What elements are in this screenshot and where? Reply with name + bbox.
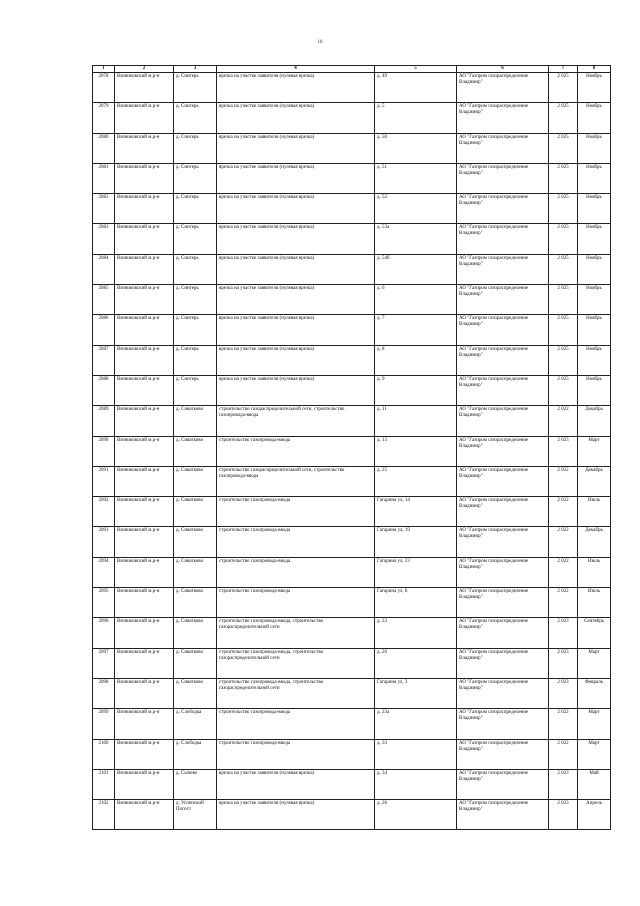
month-cell: Март xyxy=(578,739,611,769)
district-cell: Вязниковский м.р-н xyxy=(115,588,174,618)
month-cell: Ноябрь xyxy=(578,285,611,315)
year-cell: 2 025 xyxy=(549,375,578,405)
district-cell: Вязниковский м.р-н xyxy=(115,73,174,103)
month-cell: Июль xyxy=(578,588,611,618)
address-cell: д. 6 xyxy=(375,285,457,315)
work-type-cell: врезка на участке заявителя (нулевая врезка) xyxy=(217,224,375,254)
work-type-cell: врезка на участке заявителя (нулевая врезка) xyxy=(217,133,375,163)
organization-cell: АО "Газпром газораспределение Владимир" xyxy=(457,315,549,345)
address-cell: д. 34 xyxy=(375,769,457,799)
settlement-cell: д. Сиватково xyxy=(174,497,217,527)
row-number-cell: 2096 xyxy=(93,618,115,648)
organization-cell: АО "Газпром газораспределение Владимир" xyxy=(457,709,549,739)
year-cell: 2 023 xyxy=(549,618,578,648)
column-header: 5 xyxy=(375,66,457,73)
year-cell: 2 025 xyxy=(549,315,578,345)
work-type-cell: строительство газораспределительной сети, строительство газопровода-ввода xyxy=(217,406,375,436)
organization-cell: АО "Газпром газораспределение Владимир" xyxy=(457,769,549,799)
settlement-cell: д. Сингерь xyxy=(174,375,217,405)
column-header: 7 xyxy=(549,66,578,73)
row-number-cell: 2095 xyxy=(93,588,115,618)
organization-cell: АО "Газпром газораспределение Владимир" xyxy=(457,345,549,375)
work-type-cell: врезка на участке заявителя (нулевая врезка) xyxy=(217,769,375,799)
organization-cell: АО "Газпром газораспределение Владимир" xyxy=(457,466,549,496)
year-cell: 2 023 xyxy=(549,648,578,678)
table-row xyxy=(93,406,611,436)
row-number-cell: 2099 xyxy=(93,709,115,739)
table-row xyxy=(93,285,611,315)
year-cell: 2 025 xyxy=(549,345,578,375)
month-cell: Ноябрь xyxy=(578,375,611,405)
settlement-cell: д. Сиватково xyxy=(174,557,217,587)
work-type-cell: врезка на участке заявителя (нулевая врезка) xyxy=(217,103,375,133)
district-cell: Вязниковский м.р-н xyxy=(115,224,174,254)
table-row xyxy=(93,133,611,163)
address-cell: Гагарина ул, 19 xyxy=(375,527,457,557)
work-type-cell: строительство газопровода-ввода xyxy=(217,588,375,618)
year-cell: 2 023 xyxy=(549,436,578,466)
year-cell: 2 025 xyxy=(549,285,578,315)
row-number-cell: 2097 xyxy=(93,648,115,678)
column-header: 2 xyxy=(115,66,174,73)
address-cell: д. 20 xyxy=(375,648,457,678)
organization-cell: АО "Газпром газораспределение Владимир" xyxy=(457,224,549,254)
row-number-cell: 2082 xyxy=(93,194,115,224)
district-cell: Вязниковский м.р-н xyxy=(115,678,174,708)
row-number-cell: 2098 xyxy=(93,678,115,708)
organization-cell: АО "Газпром газораспределение Владимир" xyxy=(457,436,549,466)
address-cell: д. 7 xyxy=(375,315,457,345)
header-row xyxy=(93,66,611,73)
organization-cell: АО "Газпром газораспределение Владимир" xyxy=(457,527,549,557)
row-number-cell: 2102 xyxy=(93,800,115,830)
work-type-cell: врезка на участке заявителя (нулевая врезка) xyxy=(217,194,375,224)
table-row xyxy=(93,618,611,648)
organization-cell: АО "Газпром газораспределение Владимир" xyxy=(457,406,549,436)
address-cell: д. 53а xyxy=(375,224,457,254)
district-cell: Вязниковский м.р-н xyxy=(115,527,174,557)
settlement-cell: д. Сингерь xyxy=(174,285,217,315)
address-cell: д. 23 xyxy=(375,618,457,648)
work-type-cell: врезка на участке заявителя (нулевая врезка) xyxy=(217,345,375,375)
district-cell: Вязниковский м.р-н xyxy=(115,800,174,830)
year-cell: 2 025 xyxy=(549,194,578,224)
table-row xyxy=(93,466,611,496)
year-cell: 2 025 xyxy=(549,224,578,254)
address-cell: д. 52 xyxy=(375,194,457,224)
row-number-cell: 2087 xyxy=(93,345,115,375)
row-number-cell: 2086 xyxy=(93,315,115,345)
address-cell: Гагарина ул, 14 xyxy=(375,497,457,527)
organization-cell: АО "Газпром газораспределение Владимир" xyxy=(457,285,549,315)
month-cell: Ноябрь xyxy=(578,254,611,284)
row-number-cell: 2080 xyxy=(93,133,115,163)
address-cell: д. 25 xyxy=(375,466,457,496)
organization-cell: АО "Газпром газораспределение Владимир" xyxy=(457,648,549,678)
work-type-cell: строительство газопровода-ввода xyxy=(217,557,375,587)
work-type-cell: строительство газопровода-ввода xyxy=(217,497,375,527)
district-cell: Вязниковский м.р-н xyxy=(115,285,174,315)
organization-cell: АО "Газпром газораспределение Владимир" xyxy=(457,557,549,587)
organization-cell: АО "Газпром газораспределение Владимир" xyxy=(457,497,549,527)
row-number-cell: 2083 xyxy=(93,224,115,254)
address-cell: д. 26 xyxy=(375,800,457,830)
work-type-cell: строительство газопровода-ввода xyxy=(217,436,375,466)
settlement-cell: д. Сиватково xyxy=(174,618,217,648)
month-cell: Март xyxy=(578,709,611,739)
work-type-cell: строительство газопровода-ввода, строительство газораспределительной сети xyxy=(217,648,375,678)
district-cell: Вязниковский м.р-н xyxy=(115,497,174,527)
settlement-cell: д. Сингерь xyxy=(174,103,217,133)
district-cell: Вязниковский м.р-н xyxy=(115,133,174,163)
organization-cell: АО "Газпром газораспределение Владимир" xyxy=(457,678,549,708)
column-header: 6 xyxy=(457,66,549,73)
row-number-cell: 2084 xyxy=(93,254,115,284)
settlement-cell: д. Сингерь xyxy=(174,163,217,193)
month-cell: Март xyxy=(578,648,611,678)
work-type-cell: врезка на участке заявителя (нулевая врезка) xyxy=(217,285,375,315)
settlement-cell: д. Сингерь xyxy=(174,345,217,375)
month-cell: Декабрь xyxy=(578,527,611,557)
year-cell: 2 022 xyxy=(549,588,578,618)
district-cell: Вязниковский м.р-н xyxy=(115,194,174,224)
work-type-cell: строительство газопровода-ввода xyxy=(217,527,375,557)
month-cell: Декабрь xyxy=(578,406,611,436)
month-cell: Февраль xyxy=(578,678,611,708)
work-type-cell: строительство газопровода-ввода xyxy=(217,739,375,769)
address-cell: д. 9 xyxy=(375,375,457,405)
organization-cell: АО "Газпром газораспределение Владимир" xyxy=(457,254,549,284)
row-number-cell: 2085 xyxy=(93,285,115,315)
settlement-cell: д. Сингерь xyxy=(174,194,217,224)
address-cell: д. 8 xyxy=(375,345,457,375)
organization-cell: АО "Газпром газораспределение Владимир" xyxy=(457,73,549,103)
settlement-cell: д. Успенский Погост xyxy=(174,800,217,830)
district-cell: Вязниковский м.р-н xyxy=(115,345,174,375)
settlement-cell: д. Сингерь xyxy=(174,315,217,345)
row-number-cell: 2094 xyxy=(93,557,115,587)
settlement-cell: д. Сингерь xyxy=(174,224,217,254)
table-row xyxy=(93,527,611,557)
settlement-cell: д. Сиватково xyxy=(174,588,217,618)
settlement-cell: д. Сиватково xyxy=(174,678,217,708)
month-cell: Июль xyxy=(578,497,611,527)
table-row xyxy=(93,375,611,405)
row-number-cell: 2092 xyxy=(93,497,115,527)
address-cell: д. 5 xyxy=(375,103,457,133)
settlement-cell: д. Сингерь xyxy=(174,73,217,103)
work-type-cell: строительство газопровода-ввода xyxy=(217,709,375,739)
page-number: 18 xyxy=(317,40,323,45)
table-row xyxy=(93,73,611,103)
district-cell: Вязниковский м.р-н xyxy=(115,436,174,466)
row-number-cell: 2089 xyxy=(93,406,115,436)
address-cell: Гагарина ул, 23 xyxy=(375,557,457,587)
year-cell: 2 025 xyxy=(549,254,578,284)
district-cell: Вязниковский м.р-н xyxy=(115,375,174,405)
month-cell: Апрель xyxy=(578,800,611,830)
settlement-cell: д. Сиватково xyxy=(174,648,217,678)
address-cell: д. 11 xyxy=(375,406,457,436)
row-number-cell: 2100 xyxy=(93,739,115,769)
column-header: 1 xyxy=(93,66,115,73)
table-row xyxy=(93,648,611,678)
district-cell: Вязниковский м.р-н xyxy=(115,709,174,739)
work-type-cell: врезка на участке заявителя (нулевая врезка) xyxy=(217,800,375,830)
month-cell: Ноябрь xyxy=(578,315,611,345)
district-cell: Вязниковский м.р-н xyxy=(115,618,174,648)
month-cell: Ноябрь xyxy=(578,133,611,163)
work-type-cell: врезка на участке заявителя (нулевая врезка) xyxy=(217,73,375,103)
address-cell: д. 33 xyxy=(375,739,457,769)
address-cell: Гагарина ул, 3 xyxy=(375,678,457,708)
settlement-cell: д. Сиватково xyxy=(174,466,217,496)
table-row xyxy=(93,769,611,799)
work-type-cell: строительство газопровода-ввода, строительство газораспределительной сети xyxy=(217,678,375,708)
organization-cell: АО "Газпром газораспределение Владимир" xyxy=(457,103,549,133)
column-header: 4 xyxy=(217,66,375,73)
district-cell: Вязниковский м.р-н xyxy=(115,648,174,678)
address-cell: д. 49 xyxy=(375,73,457,103)
row-number-cell: 2091 xyxy=(93,466,115,496)
gasification-registry-table xyxy=(92,65,611,830)
table-row xyxy=(93,254,611,284)
table-row xyxy=(93,588,611,618)
settlement-cell: д. Сингерь xyxy=(174,133,217,163)
work-type-cell: врезка на участке заявителя (нулевая врезка) xyxy=(217,375,375,405)
month-cell: Ноябрь xyxy=(578,224,611,254)
month-cell: Сентябрь xyxy=(578,618,611,648)
district-cell: Вязниковский м.р-н xyxy=(115,163,174,193)
settlement-cell: д. Сычево xyxy=(174,769,217,799)
month-cell: Декабрь xyxy=(578,466,611,496)
organization-cell: АО "Газпром газораспределение Владимир" xyxy=(457,375,549,405)
month-cell: Ноябрь xyxy=(578,103,611,133)
table-row xyxy=(93,800,611,830)
year-cell: 2 022 xyxy=(549,497,578,527)
month-cell: Май xyxy=(578,769,611,799)
work-type-cell: врезка на участке заявителя (нулевая врезка) xyxy=(217,163,375,193)
address-cell: Гагарина ул, 8 xyxy=(375,588,457,618)
month-cell: Июль xyxy=(578,557,611,587)
month-cell: Ноябрь xyxy=(578,73,611,103)
district-cell: Вязниковский м.р-н xyxy=(115,406,174,436)
year-cell: 2 025 xyxy=(549,103,578,133)
district-cell: Вязниковский м.р-н xyxy=(115,557,174,587)
row-number-cell: 2090 xyxy=(93,436,115,466)
organization-cell: АО "Газпром газораспределение Владимир" xyxy=(457,739,549,769)
year-cell: 2 022 xyxy=(549,709,578,739)
organization-cell: АО "Газпром газораспределение Владимир" xyxy=(457,194,549,224)
organization-cell: АО "Газпром газораспределение Владимир" xyxy=(457,163,549,193)
address-cell: д. 13 xyxy=(375,436,457,466)
table-row xyxy=(93,315,611,345)
row-number-cell: 2078 xyxy=(93,73,115,103)
district-cell: Вязниковский м.р-н xyxy=(115,466,174,496)
table-row xyxy=(93,163,611,193)
organization-cell: АО "Газпром газораспределение Владимир" xyxy=(457,618,549,648)
settlement-cell: д. Сиватково xyxy=(174,406,217,436)
table-body xyxy=(93,73,611,830)
district-cell: Вязниковский м.р-н xyxy=(115,315,174,345)
row-number-cell: 2093 xyxy=(93,527,115,557)
year-cell: 2 023 xyxy=(549,678,578,708)
table-row xyxy=(93,557,611,587)
month-cell: Ноябрь xyxy=(578,194,611,224)
table-row xyxy=(93,678,611,708)
month-cell: Ноябрь xyxy=(578,163,611,193)
year-cell: 2 022 xyxy=(549,466,578,496)
organization-cell: АО "Газпром газораспределение Владимир" xyxy=(457,588,549,618)
year-cell: 2 025 xyxy=(549,163,578,193)
year-cell: 2 022 xyxy=(549,739,578,769)
address-cell: д. 54б xyxy=(375,254,457,284)
work-type-cell: врезка на участке заявителя (нулевая врезка) xyxy=(217,254,375,284)
work-type-cell: строительство газораспределительной сети, строительство газопровода-ввода xyxy=(217,466,375,496)
settlement-cell: д. Сиватково xyxy=(174,436,217,466)
settlement-cell: д. Сингерь xyxy=(174,254,217,284)
table-row xyxy=(93,103,611,133)
row-number-cell: 2101 xyxy=(93,769,115,799)
table-row xyxy=(93,709,611,739)
year-cell: 2 022 xyxy=(549,527,578,557)
work-type-cell: врезка на участке заявителя (нулевая врезка) xyxy=(217,315,375,345)
year-cell: 2 023 xyxy=(549,800,578,830)
district-cell: Вязниковский м.р-н xyxy=(115,769,174,799)
organization-cell: АО "Газпром газораспределение Владимир" xyxy=(457,800,549,830)
settlement-cell: д. Слободка xyxy=(174,709,217,739)
address-cell: д. 23а xyxy=(375,709,457,739)
work-type-cell: строительство газопровода-ввода, строительство газораспределительной сети xyxy=(217,618,375,648)
table-row xyxy=(93,739,611,769)
year-cell: 2 022 xyxy=(549,557,578,587)
row-number-cell: 2079 xyxy=(93,103,115,133)
row-number-cell: 2088 xyxy=(93,375,115,405)
district-cell: Вязниковский м.р-н xyxy=(115,103,174,133)
table-row xyxy=(93,345,611,375)
year-cell: 2 025 xyxy=(549,133,578,163)
year-cell: 2 022 xyxy=(549,406,578,436)
settlement-cell: д. Сиватково xyxy=(174,527,217,557)
organization-cell: АО "Газпром газораспределение Владимир" xyxy=(457,133,549,163)
column-header: 8 xyxy=(578,66,611,73)
row-number-cell: 2081 xyxy=(93,163,115,193)
address-cell: д. 50 xyxy=(375,133,457,163)
table-row xyxy=(93,224,611,254)
year-cell: 2 025 xyxy=(549,73,578,103)
table-row xyxy=(93,436,611,466)
month-cell: Март xyxy=(578,436,611,466)
month-cell: Ноябрь xyxy=(578,345,611,375)
address-cell: д. 51 xyxy=(375,163,457,193)
column-header: 3 xyxy=(174,66,217,73)
district-cell: Вязниковский м.р-н xyxy=(115,254,174,284)
table-row xyxy=(93,194,611,224)
settlement-cell: д. Слободка xyxy=(174,739,217,769)
district-cell: Вязниковский м.р-н xyxy=(115,739,174,769)
table-row xyxy=(93,497,611,527)
year-cell: 2 023 xyxy=(549,769,578,799)
